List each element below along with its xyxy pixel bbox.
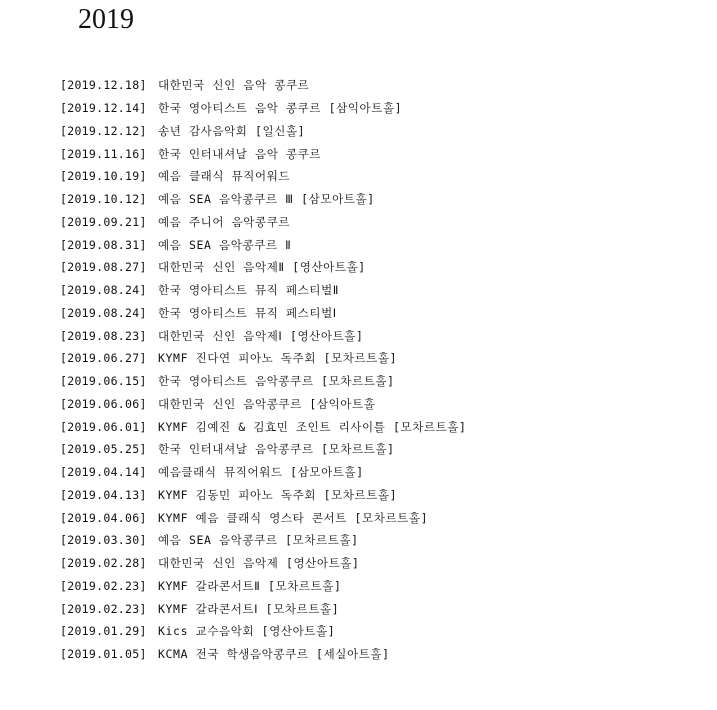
event-title[interactable]: 예음클래식 뮤직어워드 [삼모아트홀]: [158, 465, 364, 480]
event-item[interactable]: [60, 461, 467, 484]
event-date: [2019.11.16]: [60, 146, 147, 161]
event-date: [2019.12.14]: [60, 101, 147, 116]
event-item[interactable]: [60, 120, 467, 143]
event-item[interactable]: [60, 324, 467, 347]
event-title[interactable]: Kics 교수음악회 [영산아트홀]: [158, 624, 336, 639]
year-heading: 2019: [78, 4, 134, 35]
event-date: [2019.10.19]: [60, 169, 147, 184]
event-item[interactable]: [60, 620, 467, 643]
event-item[interactable]: [60, 575, 467, 598]
event-date: [2019.08.24]: [60, 283, 147, 298]
event-title[interactable]: 대한민국 신인 음악제 [영산아트홀]: [158, 556, 360, 571]
event-title[interactable]: 예음 SEA 음악콩쿠르 [모차르트홀]: [158, 533, 359, 548]
event-date: [2019.10.12]: [60, 192, 147, 207]
event-date: [2019.06.01]: [60, 419, 147, 434]
event-item[interactable]: [60, 256, 467, 279]
event-date: [2019.04.06]: [60, 510, 147, 525]
event-title[interactable]: 예음 주니어 음악콩쿠르: [158, 214, 291, 229]
event-date: [2019.06.15]: [60, 374, 147, 389]
event-title[interactable]: 대한민국 신인 음악 콩쿠르: [158, 78, 310, 93]
event-title[interactable]: KYMF 김동민 피아노 독주회 [모차르트홀]: [158, 487, 398, 502]
event-date: [2019.09.21]: [60, 214, 147, 229]
event-title[interactable]: 예음 클래식 뮤직어워드: [158, 169, 291, 184]
event-title[interactable]: 대한민국 신인 음악콩쿠르 [삼익아트홀: [158, 396, 376, 411]
event-date: [2019.08.31]: [60, 237, 147, 252]
event-item[interactable]: [60, 370, 467, 393]
event-date: [2019.01.29]: [60, 624, 147, 639]
event-title[interactable]: 한국 인터내셔날 음악콩쿠르 [모차르트홀]: [158, 442, 395, 457]
event-date: [2019.03.30]: [60, 533, 147, 548]
event-title[interactable]: KYMF 김예진 & 김효민 조인트 리사이틀 [모차르트홀]: [158, 419, 467, 434]
event-title[interactable]: 한국 영아티스트 뮤직 페스티벌Ⅰ: [158, 305, 337, 320]
event-item[interactable]: [60, 233, 467, 256]
event-title[interactable]: KYMF 갈라콘서트Ⅱ [모차르트홀]: [158, 578, 342, 593]
event-title[interactable]: 예음 SEA 음악콩쿠르 Ⅲ [삼모아트홀]: [158, 192, 375, 207]
event-item[interactable]: [60, 142, 467, 165]
event-list: [60, 74, 467, 666]
event-title[interactable]: 한국 영아티스트 음악콩쿠르 [모차르트홀]: [158, 374, 395, 389]
event-date: [2019.12.18]: [60, 78, 147, 93]
event-title[interactable]: KYMF 갈라콘서트Ⅰ [모차르트홀]: [158, 601, 340, 616]
event-date: [2019.01.05]: [60, 647, 147, 662]
event-item[interactable]: [60, 506, 467, 529]
event-title[interactable]: 대한민국 신인 음악제Ⅰ [영산아트홀]: [158, 328, 364, 343]
event-date: [2019.02.23]: [60, 578, 147, 593]
event-item[interactable]: [60, 484, 467, 507]
event-date: [2019.02.23]: [60, 601, 147, 616]
event-item[interactable]: [60, 165, 467, 188]
event-item[interactable]: [60, 415, 467, 438]
event-item[interactable]: [60, 597, 467, 620]
event-item[interactable]: [60, 188, 467, 211]
event-item[interactable]: [60, 347, 467, 370]
event-date: [2019.08.27]: [60, 260, 147, 275]
event-item[interactable]: [60, 74, 467, 97]
event-title[interactable]: 송년 감사음악회 [일신홀]: [158, 123, 306, 138]
event-title[interactable]: 한국 영아티스트 음악 콩쿠르 [삼익아트홀]: [158, 101, 403, 116]
event-title[interactable]: 한국 인터내셔날 음악 콩쿠르: [158, 146, 322, 161]
event-title[interactable]: KCMA 전국 학생음악콩쿠르 [세실아트홀]: [158, 647, 390, 662]
event-title[interactable]: KYMF 예음 클래식 영스타 콘서트 [모차르트홀]: [158, 510, 429, 525]
event-date: [2019.05.25]: [60, 442, 147, 457]
event-item[interactable]: [60, 211, 467, 234]
event-item[interactable]: [60, 529, 467, 552]
event-item[interactable]: [60, 643, 467, 666]
event-item[interactable]: [60, 393, 467, 416]
event-date: [2019.06.06]: [60, 396, 147, 411]
event-date: [2019.06.27]: [60, 351, 147, 366]
event-date: [2019.12.12]: [60, 123, 147, 138]
event-date: [2019.04.13]: [60, 487, 147, 502]
event-item[interactable]: [60, 438, 467, 461]
event-item[interactable]: [60, 552, 467, 575]
event-date: [2019.08.24]: [60, 305, 147, 320]
event-title[interactable]: 예음 SEA 음악콩쿠르 Ⅱ: [158, 237, 292, 252]
event-title[interactable]: 한국 영아티스트 뮤직 페스티벌Ⅱ: [158, 283, 340, 298]
event-item[interactable]: [60, 97, 467, 120]
event-item[interactable]: [60, 302, 467, 325]
event-title[interactable]: 대한민국 신인 음악제Ⅱ [영산아트홀]: [158, 260, 366, 275]
event-date: [2019.08.23]: [60, 328, 147, 343]
event-date: [2019.04.14]: [60, 465, 147, 480]
event-date: [2019.02.28]: [60, 556, 147, 571]
event-item[interactable]: [60, 279, 467, 302]
event-title[interactable]: KYMF 진다연 피아노 독주회 [모차르트홀]: [158, 351, 398, 366]
